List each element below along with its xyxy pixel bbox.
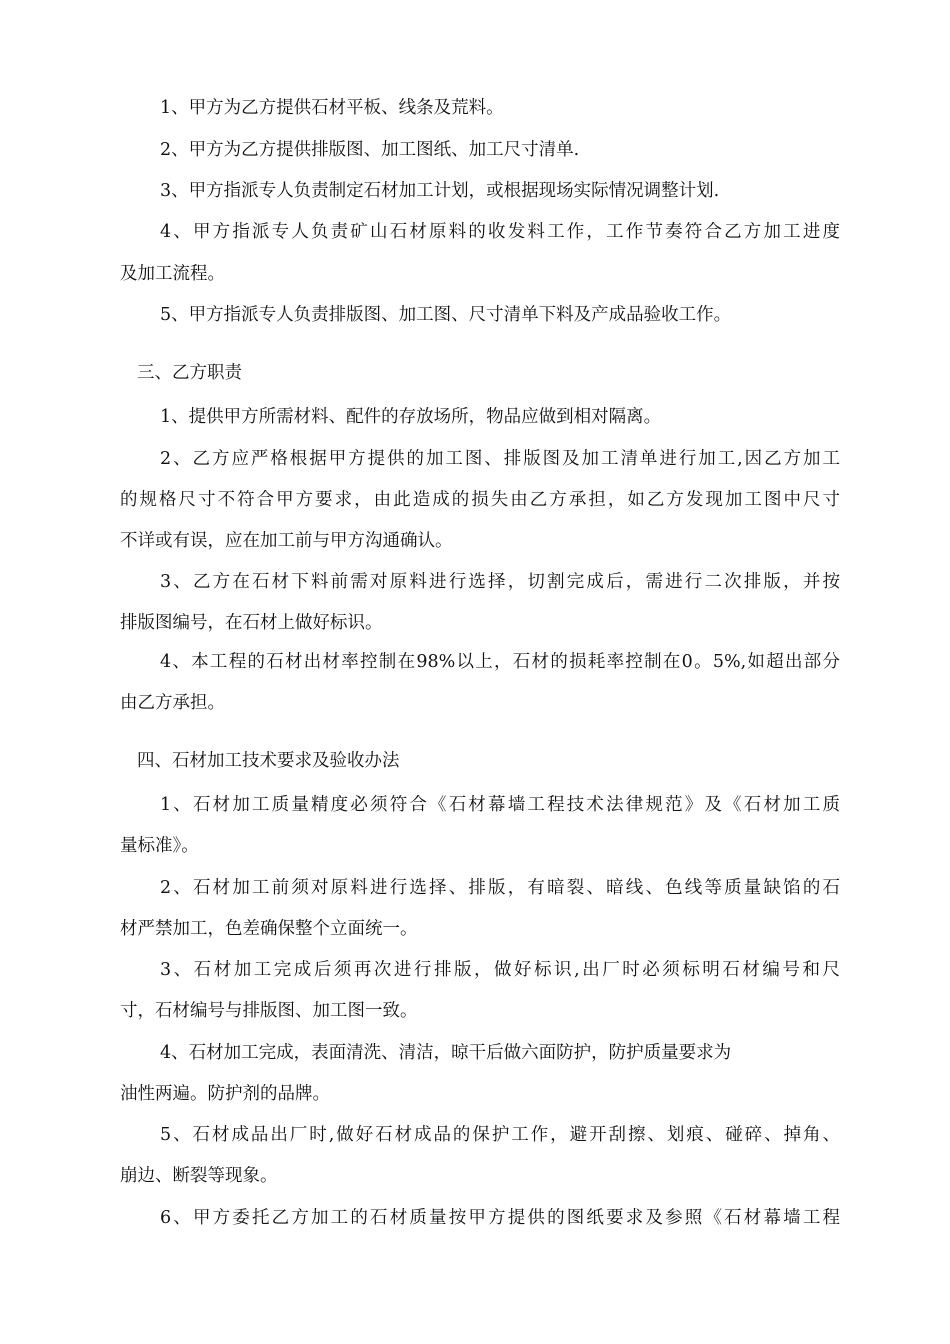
s3-item-2-line-3: 不详或有误，应在加工前与甲方沟通确认。: [120, 531, 453, 551]
s4-item-3-line-2: 寸，石材编号与排版图、加工图一致。: [120, 1001, 418, 1021]
s3-item-3-line-2: 排版图编号，在石材上做好标识。: [120, 613, 383, 633]
s3-item-3-line-1: 3、乙方在石材下料前需对原料进行选择，切割完成后，需进行二次排版，并按: [160, 572, 840, 592]
s4-item-2-line-1: 2、石材加工前须对原料进行选择、排版，有暗裂、暗线、色线等质量缺馅的石: [160, 878, 840, 898]
s4-item-4-line-1: 4、石材加工完成，表面清洗、清洁，晾干后做六面防护，防护质量要求为: [160, 1043, 732, 1063]
s2-item-3-line-1: 3、甲方指派专人负责制定石材加工计划，或根据现场实际情况调整计划.: [160, 181, 720, 201]
section3-heading: 三、乙方职责: [137, 363, 242, 383]
s4-item-1-line-2: 量标准》。: [120, 836, 199, 856]
s3-item-4-line-2: 由乙方承担。: [120, 693, 225, 713]
s4-item-1-line-1: 1、石材加工质量精度必须符合《石材幕墙工程技术法律规范》及《石材加工质: [160, 795, 840, 815]
s2-item-4-line-1: 4、甲方指派专人负责矿山石材原料的收发料工作，工作节奏符合乙方加工进度: [160, 222, 840, 242]
s4-item-2-line-2: 材严禁加工，色差确保整个立面统一。: [120, 919, 418, 939]
s4-item-6-line-1: 6、甲方委托乙方加工的石材质量按甲方提供的图纸要求及参照《石材幕墙工程: [160, 1208, 840, 1228]
s4-item-5-line-1: 5、石材成品出厂时,做好石材成品的保护工作，避开刮擦、划痕、碰碎、掉角、: [160, 1125, 840, 1145]
s3-item-2-line-1: 2、乙方应严格根据甲方提供的加工图、排版图及加工清单进行加工,因乙方加工: [160, 449, 840, 469]
s2-item-1-line-1: 1、甲方为乙方提供石材平板、线条及荒料。: [160, 98, 504, 118]
s4-item-3-line-1: 3、石材加工完成后须再次进行排版，做好标识,出厂时必须标明石材编号和尺: [160, 960, 840, 980]
s3-item-4-line-1: 4、本工程的石材出材率控制在98%以上，石材的损耗率控制在0。5%,如超出部分: [160, 652, 840, 672]
section4-heading: 四、石材加工技术要求及验收办法: [137, 751, 400, 771]
s4-item-5-line-2: 崩边、断裂等现象。: [120, 1166, 278, 1186]
s3-item-1-line-1: 1、提供甲方所需材料、配件的存放场所，物品应做到相对隔离。: [160, 407, 662, 427]
s2-item-5-line-1: 5、甲方指派专人负责排版图、加工图、尺寸清单下料及产成品验收工作。: [160, 305, 732, 325]
s3-item-2-line-2: 的规格尺寸不符合甲方要求，由此造成的损失由乙方承担，如乙方发现加工图中尺寸: [120, 490, 840, 510]
s2-item-2-line-1: 2、甲方为乙方提供排版图、加工图纸、加工尺寸清单.: [160, 140, 580, 160]
s4-item-4-line-2: 油性两遍。防护剂的品牌。: [120, 1084, 330, 1104]
s2-item-4-line-2: 及加工流程。: [120, 264, 225, 284]
